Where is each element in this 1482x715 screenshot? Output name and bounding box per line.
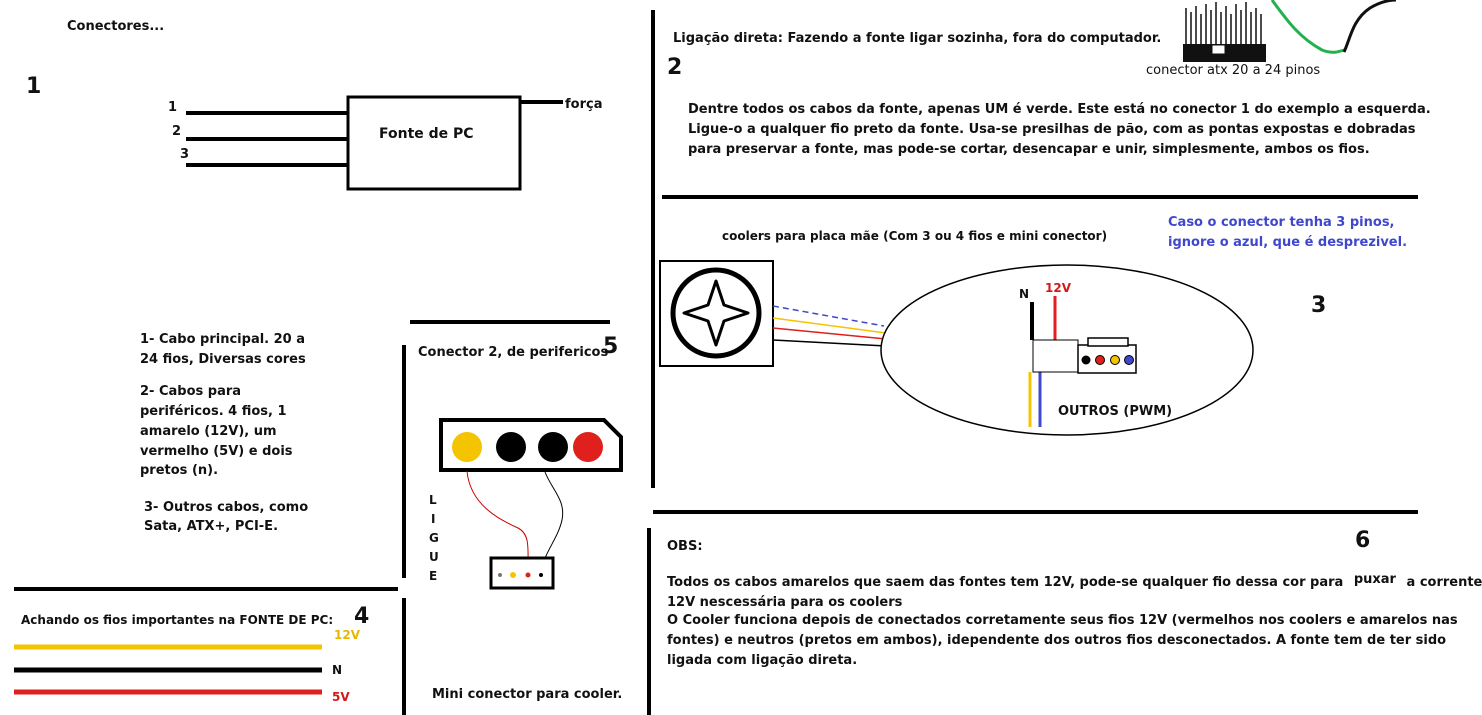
atx-connector-sketch — [1183, 0, 1396, 62]
vertical-letter-l: L — [429, 493, 437, 507]
legend-item-2-line-2: periféricos. 4 fios, 1 — [140, 404, 287, 419]
label-neutral: N — [1019, 287, 1030, 301]
legend-item-2-line-4: vermelho (5V) e dois — [140, 444, 293, 459]
cooler-wire-blue — [773, 306, 884, 326]
pin-yellow — [1111, 356, 1120, 365]
molex-to-mini-black-wire — [541, 472, 563, 570]
legend-item-2-line-3: amarelo (12V), um — [140, 424, 277, 439]
s2-paragraph-line-3: para preservar a fonte, mas pode-se cortar, desencapar e unir, simplesmente, ambos os fios. — [688, 142, 1370, 157]
s1-wire-label-3: 3 — [180, 147, 190, 162]
s6-number: 6 — [1355, 528, 1371, 553]
label-12v-cooler: 12V — [1045, 281, 1071, 295]
s3-title: coolers para placa mãe (Com 3 ou 4 fios e mini conector) — [722, 229, 1108, 243]
mini-connector-plug — [1033, 340, 1078, 372]
s5-number: 5 — [603, 334, 619, 359]
mini-pin-black — [539, 573, 543, 577]
pin-black — [1082, 356, 1091, 365]
wire-label-12v: 12V — [334, 628, 360, 642]
vertical-letter-i: I — [431, 512, 436, 526]
s2-paragraph-line-2: Ligue-o a qualquer fio preto da fonte. Usa-se presilhas de pão, com as pontas expostas e dobradas — [688, 122, 1416, 137]
wire-label-n: N — [332, 663, 343, 677]
s5-title: Conector 2, de perifericos — [418, 345, 609, 360]
s2-paragraph-line-1: Dentre todos os cabos da fonte, apenas UM é verde. Este está no conector 1 do exemplo a esquerda. — [688, 102, 1431, 117]
molex-pin-black-2 — [538, 432, 568, 462]
s6-title: OBS: — [667, 539, 703, 554]
s3-note-line-1: Caso o conector tenha 3 pinos, — [1168, 215, 1395, 230]
molex-to-mini-red-wire — [467, 471, 528, 570]
label-outros-pwm: OUTROS (PWM) — [1058, 404, 1173, 419]
s4-number: 4 — [354, 604, 370, 629]
s3-note-line-2: ignore o azul, que é desprezivel. — [1168, 235, 1408, 250]
vertical-letter-u: U — [429, 550, 439, 564]
molex-sketch — [441, 420, 621, 588]
legend-item-3-line-2: Sata, ATX+, PCI-E. — [144, 519, 279, 534]
psu-block — [186, 97, 563, 189]
s1-wire-label-2: 2 — [172, 124, 182, 139]
molex-pin-yellow — [452, 432, 482, 462]
s1-wire-label-1: 1 — [168, 100, 178, 115]
psu-box-label: Fonte de PC — [379, 126, 474, 142]
mini-pin-gray — [498, 573, 502, 577]
s1-number: 1 — [26, 74, 42, 99]
s5-caption: Mini conector para cooler. — [432, 687, 623, 702]
cooler-wire-black — [773, 340, 886, 346]
pin-blue — [1125, 356, 1134, 365]
power-label: força — [565, 97, 603, 112]
wire-label-5v: 5V — [332, 690, 350, 704]
s2-number: 2 — [667, 55, 683, 80]
psu-wire-legend — [14, 647, 322, 692]
legend-item-2-line-5: pretos (n). — [140, 463, 219, 478]
s3-number: 3 — [1311, 293, 1327, 318]
vertical-letter-e: E — [429, 569, 438, 583]
s2-title: Ligação direta: Fazendo a fonte ligar sozinha, fora do computador. — [673, 31, 1162, 46]
cooler-wire-red — [773, 328, 886, 339]
s4-title: Achando os fios importantes na FONTE DE PC: — [21, 613, 334, 627]
s6-para1-text-a: Todos os cabos amarelos que saem das fontes tem 12V, pode-se qualquer fio dessa cor para — [667, 575, 1344, 590]
legend-item-1-line-2: 24 fios, Diversas cores — [140, 352, 306, 367]
atx-caption: conector atx 20 a 24 pinos — [1146, 63, 1321, 78]
legend-item-2-line-1: 2- Cabos para — [140, 384, 242, 399]
legend-item-1-line-1: 1- Cabo principal. 20 a — [140, 332, 306, 347]
s6-para2-line-1: O Cooler funciona depois de conectados corretamente seus fios 12V (vermelhos nos coolers e amarelos nas — [667, 613, 1458, 628]
pin-red — [1096, 356, 1105, 365]
s6-para1-text-c: a corrente — [1406, 575, 1482, 590]
mini-cooler-connector — [491, 558, 553, 588]
atx-black-wire — [1344, 0, 1396, 52]
mini-pin-red — [526, 573, 531, 578]
vertical-letter-g: G — [429, 531, 439, 545]
atx-green-wire — [1272, 0, 1344, 52]
mini-connector-tab — [1088, 338, 1128, 346]
s1-title: Conectores... — [67, 19, 165, 34]
mini-pin-yellow — [510, 572, 516, 578]
molex-pin-red — [573, 432, 603, 462]
s6-para1-text-b: puxar — [1353, 572, 1396, 587]
s6-para1-line-1 — [667, 573, 1482, 593]
s6-para2-line-3: ligada com ligação direta. — [667, 653, 858, 668]
s6-para2-line-2: fontes) e neutros (pretos em ambos), idependente dos outros fios desconectados. A fonte tem de ter sido — [667, 633, 1447, 648]
legend-item-3-line-1: 3- Outros cabos, como — [144, 500, 309, 515]
cooler-wire-yellow — [773, 318, 886, 333]
s6-para1-line-2: 12V nescessária para os coolers — [667, 595, 903, 610]
atx-connector-latch — [1212, 45, 1225, 54]
molex-pin-black-1 — [496, 432, 526, 462]
